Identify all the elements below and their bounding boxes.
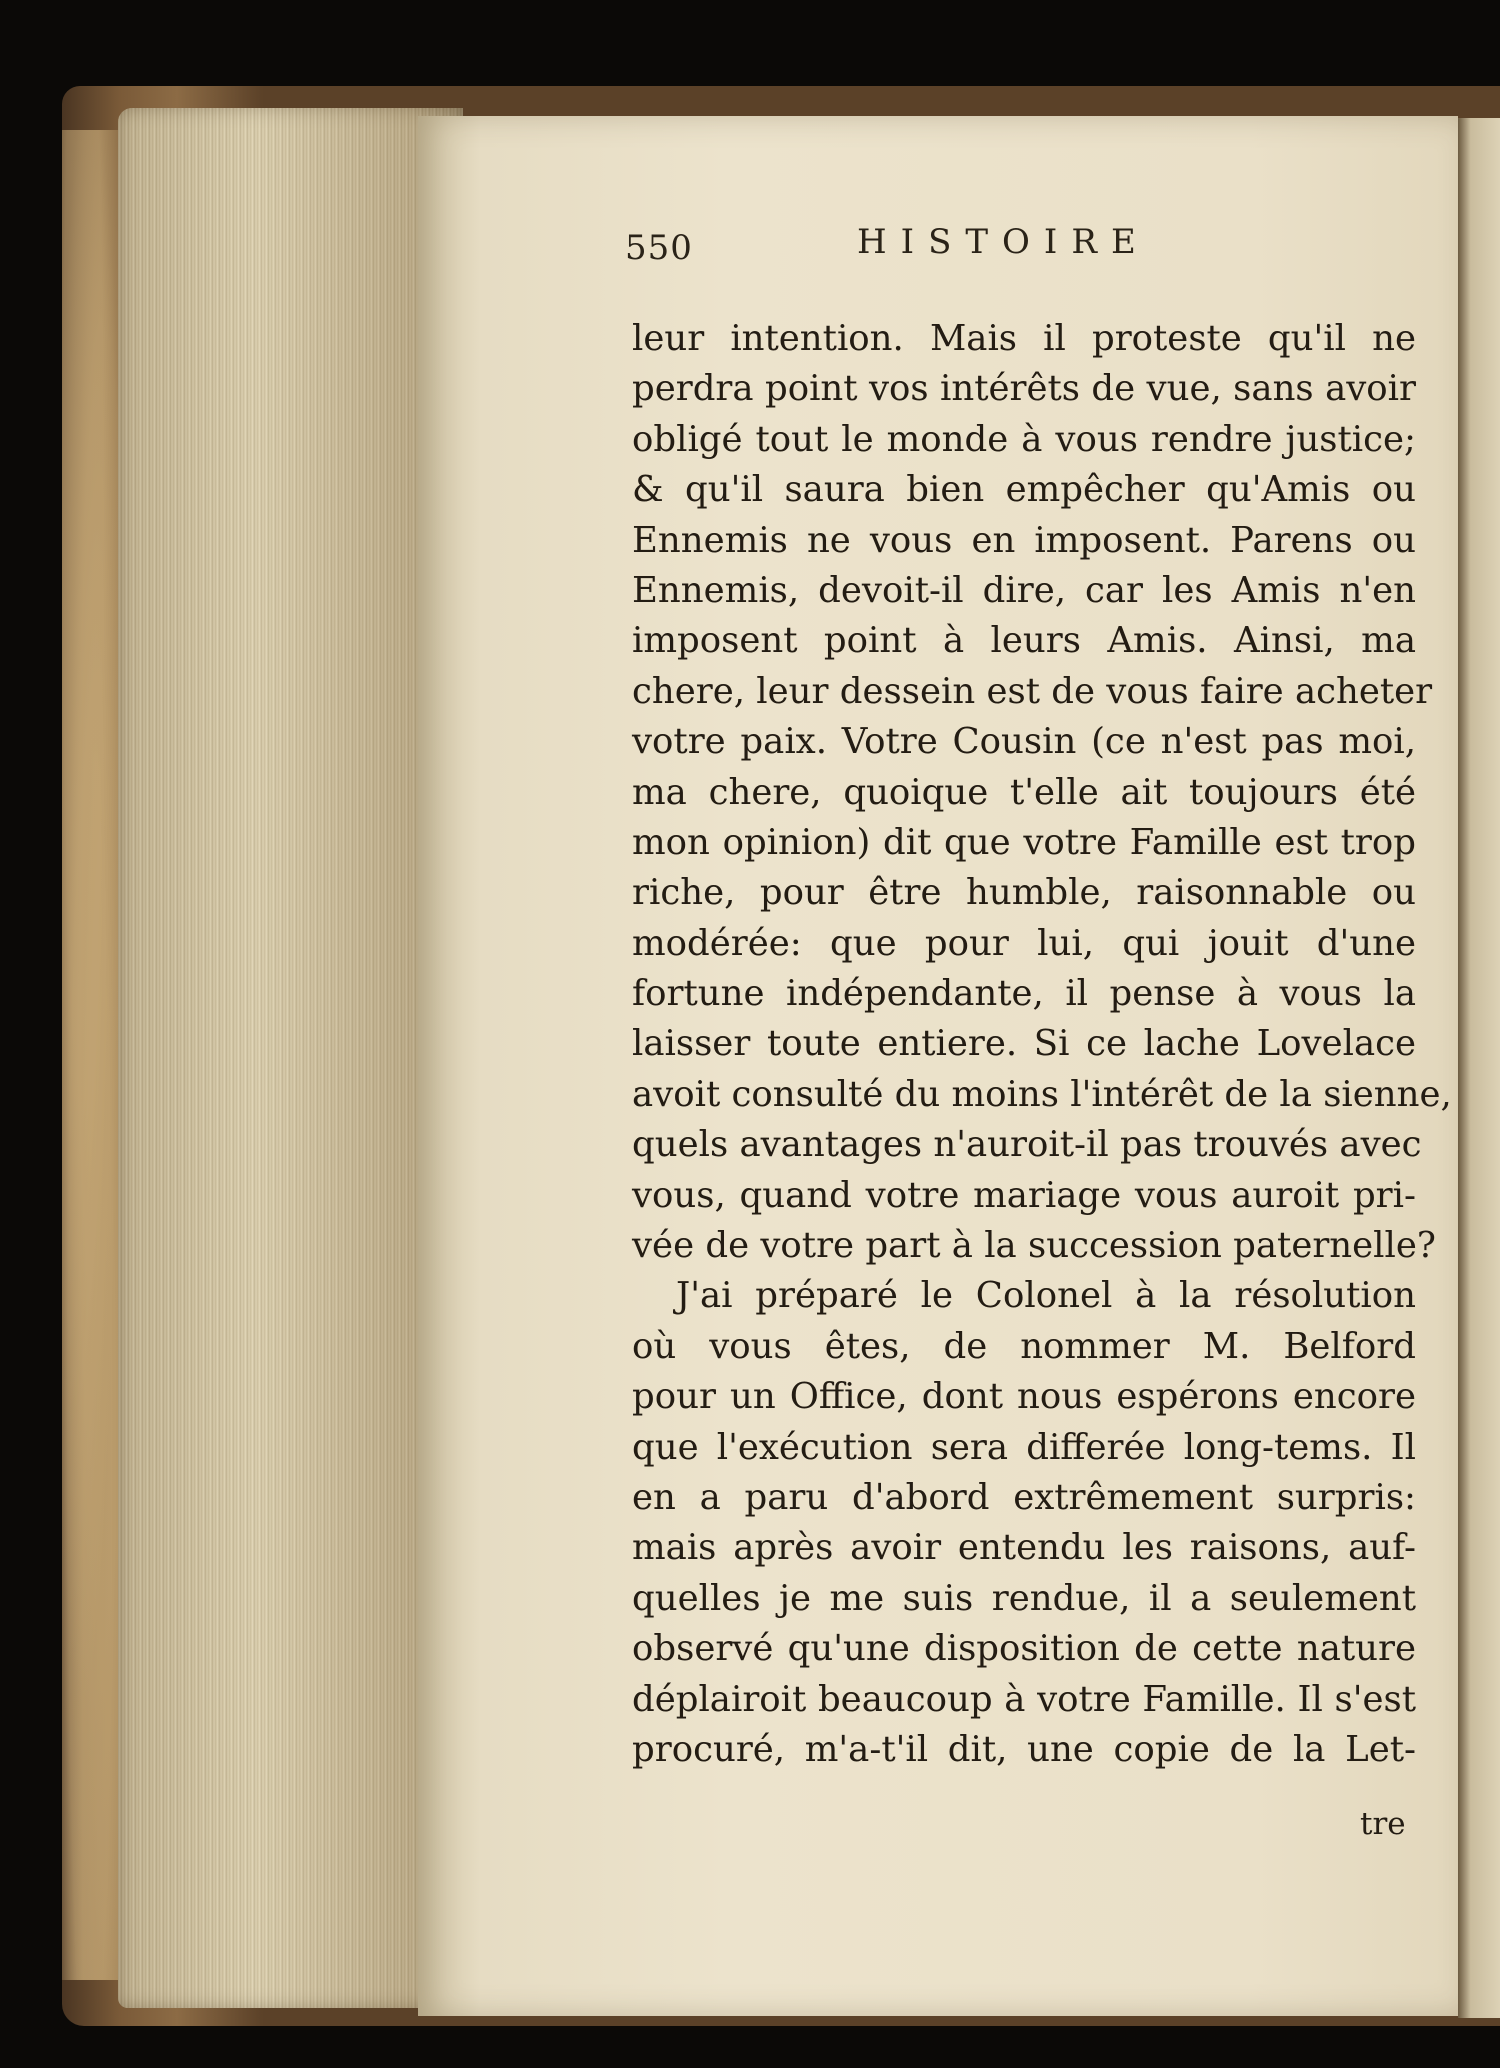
text-line: & qu'il saura bien empêcher qu'Amis ou [632,469,1416,511]
text-line: J'ai préparé le Colonel à la résolution [676,1275,1416,1317]
body-text [632,314,1452,1775]
page-number: 550 [625,228,693,268]
text-line: votre paix. Votre Cousin (ce n'est pas moi, [632,721,1416,763]
facing-page-edge [1458,118,1500,2018]
catchword: tre [1360,1806,1406,1842]
text-line: déplairoit beaucoup à votre Famille. Il s'est [632,1678,1416,1720]
text-line: pour un Office, dont nous espérons encore [632,1376,1416,1418]
text-line: fortune indépendante, il pense à vous la [632,973,1416,1015]
text-line: quels avantages n'auroit-il pas trouvés avec [632,1124,1422,1166]
text-line: riche, pour être humble, raisonnable ou [632,872,1416,914]
text-line: Ennemis, devoit-il dire, car les Amis n'en [632,569,1416,611]
text-line: imposent point à leurs Amis. Ainsi, ma [632,620,1416,662]
text-line: obligé tout le monde à vous rendre justice; [632,418,1416,460]
text-line: leur intention. Mais il proteste qu'il ne [632,318,1416,359]
text-line: en a paru d'abord extrêmement surpris: [632,1476,1416,1518]
running-title: HISTOIRE [857,222,1150,262]
text-line: laisser toute entiere. Si ce lache Lovelace [632,1023,1416,1065]
text-line: mon opinion) dit que votre Famille est trop [632,821,1416,863]
running-head [625,222,1245,272]
text-line: où vous êtes, de nommer M. Belford [632,1325,1416,1367]
text-line: mais après avoir entendu les raisons, auf- [632,1527,1416,1569]
text-line: avoit consulté du moins l'intérêt de la sienne, [632,1073,1452,1115]
text-line: procuré, m'a-t'il dit, une copie de la Let- [632,1728,1416,1770]
text-line: perdra point vos intérêts de vue, sans avoir [632,368,1416,410]
text-line: modérée: que pour lui, qui jouit d'une [632,922,1416,964]
text-line: quelles je me suis rendue, il a seulement [632,1577,1416,1619]
text-line: vous, quand votre mariage vous auroit pri- [632,1174,1416,1216]
text-line: observé qu'une disposition de cette nature [632,1628,1416,1670]
text-line: que l'exécution sera differée long-tems. Il [632,1426,1416,1468]
text-line: Ennemis ne vous en imposent. Parens ou [632,519,1416,561]
text-line: chere, leur dessein est de vous faire acheter [632,670,1433,712]
text-line: ma chere, quoique t'elle ait toujours été [632,771,1416,813]
text-line: vée de votre part à la succession paternelle? [632,1225,1436,1267]
